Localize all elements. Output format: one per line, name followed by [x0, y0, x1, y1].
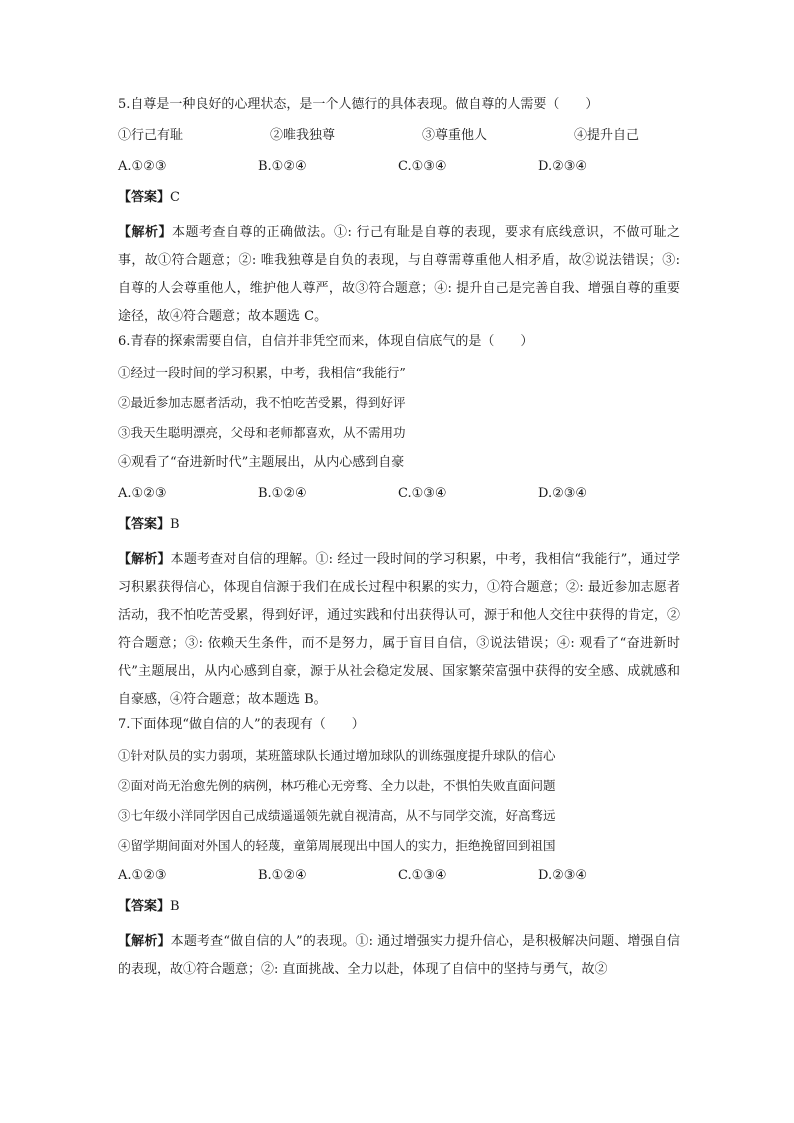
option-c: C.①③④	[398, 868, 447, 883]
answer	[118, 516, 680, 534]
analysis	[118, 219, 680, 331]
statement: ④提升自己	[574, 128, 640, 143]
question-stem: 7.下面体现“做自信的人”的表现有（ ）	[118, 717, 365, 732]
analysis-tag: 【解析】	[118, 934, 171, 949]
statement: ③七年级小洋同学因自己成绩遥遥领先就自视清高，从不与同学交流，好高骛远	[118, 808, 556, 823]
statement: ①经过一段时间的学习积累，中考，我相信“我能行”	[118, 365, 406, 380]
answer-value: C	[170, 190, 180, 205]
option-c: C.①③④	[398, 159, 447, 174]
answer-value: B	[170, 899, 180, 914]
analysis-text: 本题考查对自信的理解。①: 经过一段时间的学习积累，中考，我相信“我能行”，通过学习积累获得信心，体现自信源于我们在成长过程中积累的实力，①符合题意；②: 最近参加志愿者活动，我不怕吃苦受累，得到好评，通过实践和付出获得认可，源于和他人交往中获得的肯定，②符合题意；③: 依赖天生条件，而不是努力，属于盲目自信，③说法错误；④: 观看了“奋进新时代”主题展出，从内心感到自豪，源于从社会稳定发展、国家繁荣富强中获得的安全感、成就感和自豪感，④符合题意；故本题选 B。	[118, 552, 680, 707]
options-row	[118, 867, 680, 885]
option-a: A.①②③	[118, 868, 167, 883]
options-row	[118, 158, 680, 176]
options-row	[118, 485, 680, 503]
answer-tag: 【答案】	[118, 190, 171, 205]
answer	[118, 189, 680, 207]
answer-tag: 【答案】	[118, 899, 171, 914]
statement: ③我天生聪明漂亮，父母和老师都喜欢，从不需用功	[118, 425, 406, 440]
exam-page	[118, 96, 680, 986]
answer-value: B	[170, 517, 180, 532]
statement: ②最近参加志愿者活动，我不怕吃苦受累，得到好评	[118, 395, 406, 410]
statement: ④留学期间面对外国人的轻蔑，童第周展现出中国人的实力，拒绝挽留回到祖国	[118, 838, 556, 853]
statement: ③尊重他人	[422, 128, 488, 143]
statement: ①针对队员的实力弱项，某班篮球队长通过增加球队的训练强度提升球队的信心	[118, 748, 556, 763]
analysis-tag: 【解析】	[118, 225, 172, 240]
analysis	[118, 928, 680, 984]
option-d: D.②③④	[538, 159, 588, 174]
statement: ②面对尚无治愈先例的病例，林巧稚心无旁骛、全力以赴，不惧怕失败直面问题	[118, 778, 556, 793]
question-stem: 6.青春的探索需要自信，自信并非凭空而来，体现自信底气的是（ ）	[118, 334, 534, 349]
analysis-text: 本题考查“做自信的人”的表现。①: 通过增强实力提升信心，是积极解决问题、增强自信的表现，故①符合题意；②: 直面挑战、全力以赴，体现了自信中的坚持与勇气，故②	[118, 934, 680, 977]
option-a: A.①②③	[118, 486, 167, 501]
answer-tag: 【答案】	[118, 517, 171, 532]
option-d: D.②③④	[538, 486, 588, 501]
question-7	[118, 716, 680, 984]
option-b: B.①②④	[258, 159, 307, 174]
statements-row	[118, 127, 680, 145]
analysis	[118, 546, 680, 714]
analysis-text: 本题考查自尊的正确做法。①: 行己有耻是自尊的表现，要求有底线意识，不做可耻之事，故①符合题意；②: 唯我独尊是自负的表现，与自尊需尊重他人相矛盾，故②说法错误；③: 自尊的人会尊重他人，维护他人尊严，故③符合题意；④: 提升自己是完善自我、增强自尊的重要途径，故④符合题意；故本题选 C。	[118, 225, 680, 324]
statement: ④观看了“奋进新时代”主题展出，从内心感到自豪	[118, 455, 405, 470]
answer	[118, 898, 680, 916]
option-c: C.①③④	[398, 486, 447, 501]
analysis-tag: 【解析】	[118, 552, 171, 567]
option-b: B.①②④	[258, 868, 307, 883]
statement: ②唯我独尊	[270, 128, 336, 143]
statement: ①行己有耻	[118, 128, 184, 143]
option-b: B.①②④	[258, 486, 307, 501]
option-a: A.①②③	[118, 159, 167, 174]
question-stem: 5.自尊是一种良好的心理状态，是一个人德行的具体表现。做自尊的人需要（ ）	[118, 97, 599, 112]
option-d: D.②③④	[538, 868, 588, 883]
question-5	[118, 96, 680, 331]
question-6	[118, 333, 680, 714]
